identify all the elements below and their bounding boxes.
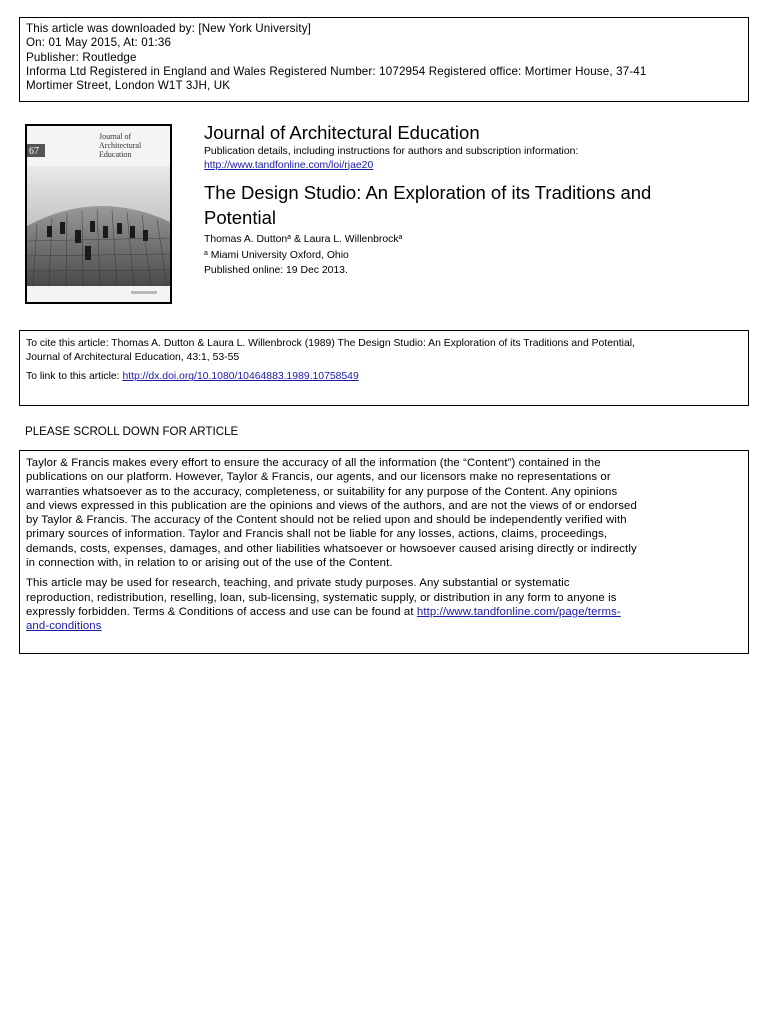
author-name: Laura L. Willenbrock — [303, 234, 399, 245]
citation-box — [19, 330, 749, 406]
cover-title-line: Architectural — [99, 141, 142, 150]
affiliation-mark: a — [287, 234, 292, 241]
affiliation-mark: a — [204, 249, 208, 257]
disclaimer-paragraph — [26, 456, 742, 570]
disclaimer-line: by Taylor & Francis. The accuracy of the Content should not be relied upon and should be independently verified with — [26, 514, 627, 527]
download-info-line: This article was downloaded by: [New York University] — [26, 22, 312, 35]
article-title: The Design Studio: An Exploration of its Traditions and Potential — [204, 182, 652, 228]
terms-link-continued[interactable]: and-conditions — [26, 620, 102, 633]
download-info-line: On: 01 May 2015, At: 01:36 — [26, 36, 172, 50]
usage-paragraph — [26, 576, 742, 633]
publication-details-text: Publication details, including instructions for authors and subscription information: — [204, 146, 579, 157]
disclaimer-line: warranties whatsoever as to the accuracy, completeness, or suitability for any purpose of the Content. Any opinions — [26, 485, 618, 498]
cover-volume-badge: 67 — [29, 146, 39, 157]
download-info-box — [19, 17, 749, 102]
journal-title: Journal of Architectural Education — [204, 122, 480, 143]
cover-title-line: Education — [99, 150, 132, 159]
author-separator: & — [291, 234, 304, 245]
usage-line: reproduction, redistribution, reselling, loan, sub-licensing, systematic supply, or distribution in any form to anyone is — [26, 591, 617, 604]
citation-text: To cite this article: Thomas A. Dutton & Laura L. Willenbrock (1989) The Design Studio: An Exploration of its Traditions and Potential, — [26, 338, 635, 349]
download-info-line: Mortimer Street, London W1T 3JH, UK — [26, 79, 231, 93]
terms-link[interactable]: http://www.tandfonline.com/page/terms- — [416, 605, 621, 618]
usage-line: This article may be used for research, teaching, and private study purposes. Any substantial or systematic — [26, 577, 570, 590]
disclaimer-line: primary sources of information. Taylor and Francis shall not be liable for any losses, actions, claims, proceedings, — [26, 528, 608, 541]
affiliation-text: Miami University Oxford, Ohio — [210, 249, 349, 261]
publication-details — [204, 145, 578, 172]
disclaimer-box — [19, 450, 749, 654]
download-info-line: Informa Ltd Registered in England and Wales Registered Number: 1072954 Registered office: Mortimer House, 37-41 — [26, 64, 647, 78]
doi-line — [26, 370, 742, 384]
doi-link[interactable]: http://dx.doi.org/10.1080/10464883.1989.10758549 — [122, 371, 359, 383]
author-block — [204, 232, 402, 279]
disclaimer-line: and views expressed in this publication are the opinions and views of the authors, and are not the views of or endorsed — [26, 499, 637, 512]
usage-line — [26, 619, 742, 633]
author-line — [204, 232, 402, 248]
citation-text: Journal of Architectural Education, 43:1, 53-55 — [26, 352, 240, 364]
disclaimer-line: Taylor & Francis makes every effort to ensure the accuracy of all the information (the “Content”) contained in the — [26, 457, 601, 469]
published-date: Published online: 19 Dec 2013. — [204, 265, 348, 276]
scroll-down-note: PLEASE SCROLL DOWN FOR ARTICLE — [25, 425, 239, 438]
disclaimer-line: in connection with, in relation to or arising out of the use of the Content. — [26, 557, 393, 570]
affiliation-mark: a — [398, 234, 403, 241]
usage-text: expressly forbidden. Terms & Conditions of access and use can be found at — [26, 605, 417, 618]
doi-label: To link to this article: — [26, 371, 123, 383]
cover-title-line: Journal of — [99, 132, 132, 141]
disclaimer-line: demands, costs, expenses, damages, and other liabilities whatsoever or howsoever caused arising directly or indirectly — [26, 542, 637, 555]
affiliation-line — [204, 248, 402, 264]
journal-cover-image — [25, 124, 172, 304]
journal-url-link[interactable]: http://www.tandfonline.com/loi/rjae20 — [204, 159, 374, 171]
usage-line — [26, 605, 742, 619]
download-info-line: Publisher: Routledge — [26, 50, 137, 64]
author-name: Thomas A. Dutton — [204, 234, 288, 245]
disclaimer-line: publications on our platform. However, Taylor & Francis, our agents, and our licensors make no representations or — [26, 471, 611, 484]
